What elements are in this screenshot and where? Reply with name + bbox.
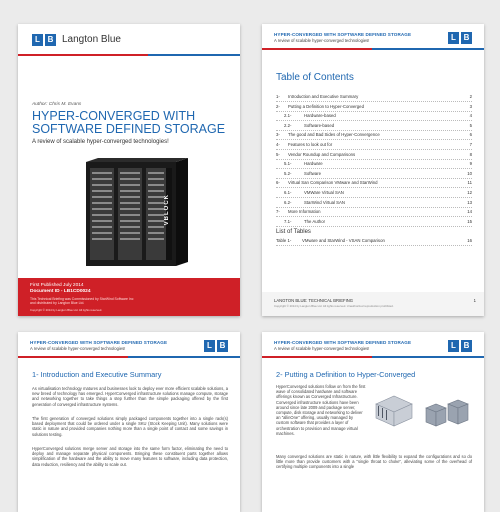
toc-row-page: 9 bbox=[469, 161, 472, 167]
toc-row[interactable] bbox=[276, 132, 472, 140]
commission-note-2: and distributed by Langton Blue Ltd. bbox=[30, 301, 85, 305]
table-list-row[interactable]: Table 1- VMware and StarWind - VSAN Comparison 16 bbox=[276, 238, 472, 246]
header-stripe-blue bbox=[372, 356, 484, 358]
toc-row[interactable] bbox=[276, 171, 472, 179]
toc-row-label: Hardware bbox=[304, 161, 323, 167]
running-header-title: HYPER-CONVERGED WITH SOFTWARE DEFINED STORAGE bbox=[274, 32, 412, 37]
toc-row[interactable] bbox=[276, 161, 472, 169]
running-header-subtitle: A review of scalable hyper-converged technologies! bbox=[274, 38, 370, 43]
intro-paragraph-3: HyperConverged solutions merge server and storage into the same form factor, eliminating the need to deploy and manage separate physical components. Bringing these constituent parts together allows simplification of the hardware and the ability to move many features to software, including data protection, data reduction, resiliency and the ability to scale out. bbox=[32, 446, 228, 467]
toc-row-label: Hardware-based bbox=[304, 113, 336, 119]
brand-logo: L B bbox=[32, 34, 56, 46]
toc-row-number: 1- bbox=[276, 94, 280, 99]
toc-page bbox=[262, 24, 484, 316]
definition-page bbox=[262, 332, 484, 512]
footer-copyright: Copyright © 2014 by Langton Blue Ltd. All rights reserved. Unauthorized reproduction prohibited. bbox=[274, 304, 394, 308]
toc-row-number: 6- bbox=[276, 180, 280, 186]
toc-row-number: 2.2- bbox=[284, 122, 292, 128]
converged-diagram-image bbox=[370, 382, 476, 434]
intro-page bbox=[18, 332, 240, 512]
toc-row-label: Virtual San Comparison VMware and StarWind bbox=[288, 180, 378, 186]
cover-footer bbox=[18, 278, 240, 316]
toc-row-page: 8 bbox=[469, 151, 472, 157]
toc-row-label: StarWind Virtual SAN bbox=[304, 199, 345, 205]
toc-row-page: 2 bbox=[469, 94, 472, 99]
rack-label: VBLOCK bbox=[164, 194, 170, 226]
toc-row[interactable] bbox=[276, 123, 472, 131]
toc-row-label: Features to look out for bbox=[288, 142, 333, 147]
running-header-title: HYPER-CONVERGED WITH SOFTWARE DEFINED STORAGE bbox=[30, 340, 168, 345]
cover-subtitle: A review of scalable hyper-converged technologies! bbox=[32, 139, 169, 145]
running-header-title: HYPER-CONVERGED WITH SOFTWARE DEFINED STORAGE bbox=[274, 340, 412, 345]
header-stripe-blue bbox=[128, 356, 240, 358]
toc-row-number: 2.1- bbox=[284, 113, 292, 119]
toc-row-page: 14 bbox=[467, 209, 472, 215]
definition-paragraph-1: HyperConverged solutions follow on from the first wave of consolidated hardware and software offerings known as Converged Infrastructure. Converged infrastructure solutions have been around since late 2009 and package server, compute, disk storage and networking to deliver an "allinOne" offering, usually managed by custom software that provides a layer of orchestration to provision and manage virtual machines. bbox=[276, 384, 366, 436]
toc-row[interactable] bbox=[276, 219, 472, 227]
section-heading: 1- Introduction and Executive Summary bbox=[32, 370, 162, 379]
toc-row-number: 6.1- bbox=[284, 190, 292, 195]
toc-row[interactable] bbox=[276, 94, 472, 102]
header-stripe-blue bbox=[148, 54, 240, 56]
cover-title-line1: HYPER-CONVERGED WITH bbox=[32, 109, 196, 123]
toc-row-label: The Author bbox=[304, 218, 326, 224]
toc-row-label: VMWare Virtual SAN bbox=[304, 190, 344, 195]
toc-row-label: More Information bbox=[288, 209, 321, 215]
toc-row[interactable] bbox=[276, 142, 472, 150]
toc-row[interactable] bbox=[276, 152, 472, 160]
toc-row-page: 5 bbox=[469, 122, 472, 128]
toc-footer bbox=[262, 292, 484, 316]
cover-title-line2: SOFTWARE DEFINED STORAGE bbox=[32, 122, 226, 136]
toc-row-label: The good and Bad Sides of Hyper-Convergence bbox=[288, 132, 380, 138]
toc-row-number: 5.2- bbox=[284, 170, 292, 176]
brand-name: Langton Blue bbox=[62, 34, 121, 45]
toc-row-number: 7- bbox=[276, 209, 280, 215]
commission-note-1: This Technical Briefing was Commissioned by StarWind Software Inc bbox=[30, 297, 134, 301]
toc-row-page: 4 bbox=[469, 113, 472, 119]
toc-row[interactable] bbox=[276, 209, 472, 217]
running-header-subtitle: A review of scalable hyper-converged technologies! bbox=[274, 346, 370, 351]
toc-row[interactable] bbox=[276, 180, 472, 188]
toc-row[interactable] bbox=[276, 200, 472, 208]
header-stripe-red bbox=[262, 356, 372, 358]
toc-row-page: 6 bbox=[469, 132, 472, 138]
intro-paragraph-2: The first generation of converged solutions simply packaged components together into a single rack(s) based deployment that could be ordered under a single SKU (Stock Keeping Unit). Many solutions were static in nature and provided companies nothing more than a single point of contact and some savings in solutions testing. bbox=[32, 416, 228, 437]
intro-paragraph-1: As virtualisation technology matures and businesses look to deploy ever more efficient scalable solutions, a new breed of technology has emerged. HyperConverged infrastructure solutions manage compute, storage and networking together to take things a step further than the simple packaging offered by the first generation of converged infrastructure systems. bbox=[32, 386, 228, 407]
list-of-tables-heading: List of Tables bbox=[276, 229, 311, 235]
brand-logo: L B bbox=[448, 32, 472, 44]
page-number: 1 bbox=[473, 298, 476, 303]
toc-row-page: 7 bbox=[469, 142, 472, 147]
toc-row-number: 2- bbox=[276, 103, 280, 109]
section-heading: 2- Putting a Definition to Hyper-Converged bbox=[276, 370, 416, 379]
toc-row-page: 11 bbox=[467, 180, 472, 186]
running-header-subtitle: A review of scalable hyper-converged technologies! bbox=[30, 346, 126, 351]
cover-copyright: Copyright © 2014 by Langton Blue Ltd. All rights reserved. bbox=[30, 308, 103, 312]
toc-row-label: Software-based bbox=[304, 122, 335, 128]
toc-row[interactable] bbox=[276, 104, 472, 112]
toc-row-page: 10 bbox=[467, 170, 472, 176]
toc-row-page: 13 bbox=[467, 199, 472, 205]
published-date: First Published July 2014 bbox=[30, 283, 84, 288]
toc-row-page: 15 bbox=[467, 218, 472, 224]
toc-row[interactable] bbox=[276, 113, 472, 121]
toc-row-number: 5- bbox=[276, 151, 280, 157]
footer-label: LANGTON BLUE: TECHNICAL BRIEFING bbox=[274, 298, 354, 303]
toc-row-label: Vendor Roundup and Comparisons bbox=[288, 151, 356, 157]
toc-row-number: 6.2- bbox=[284, 199, 292, 205]
toc-row-number: 7.1- bbox=[284, 218, 292, 224]
cover-author: Author: Chris M. Evans bbox=[32, 102, 82, 107]
header-stripe-red bbox=[18, 356, 128, 358]
server-rack-image bbox=[80, 154, 192, 272]
document-id: Document ID - LB1CD0024 bbox=[30, 289, 91, 294]
header-stripe-blue bbox=[372, 48, 484, 50]
definition-paragraph-2: Many converged solutions are static in nature, with little flexibility to expand the configurations and so do little more than provide customers with a "single throat to choke", alleviating some of the overhead of certifying multiple components into a single bbox=[276, 454, 472, 470]
toc-row-page: 12 bbox=[467, 190, 472, 195]
toc-row-number: 5.1- bbox=[284, 161, 292, 167]
header-stripe-red bbox=[262, 48, 372, 50]
brand-logo: L B bbox=[204, 340, 228, 352]
cover-page bbox=[18, 24, 240, 316]
toc-row-number: 4- bbox=[276, 142, 280, 147]
toc-row-label: Introduction and Executive Summary bbox=[288, 94, 359, 99]
toc-row-number: 3- bbox=[276, 132, 280, 138]
header-stripe-red bbox=[18, 54, 148, 56]
toc-row-page: 3 bbox=[469, 103, 472, 109]
toc-row-label: Putting a Definition to Hyper-Converged bbox=[288, 103, 364, 109]
toc-row[interactable] bbox=[276, 190, 472, 198]
brand-logo: L B bbox=[448, 340, 472, 352]
toc-heading: Table of Contents bbox=[276, 72, 354, 83]
toc-row-label: Software bbox=[304, 170, 321, 176]
